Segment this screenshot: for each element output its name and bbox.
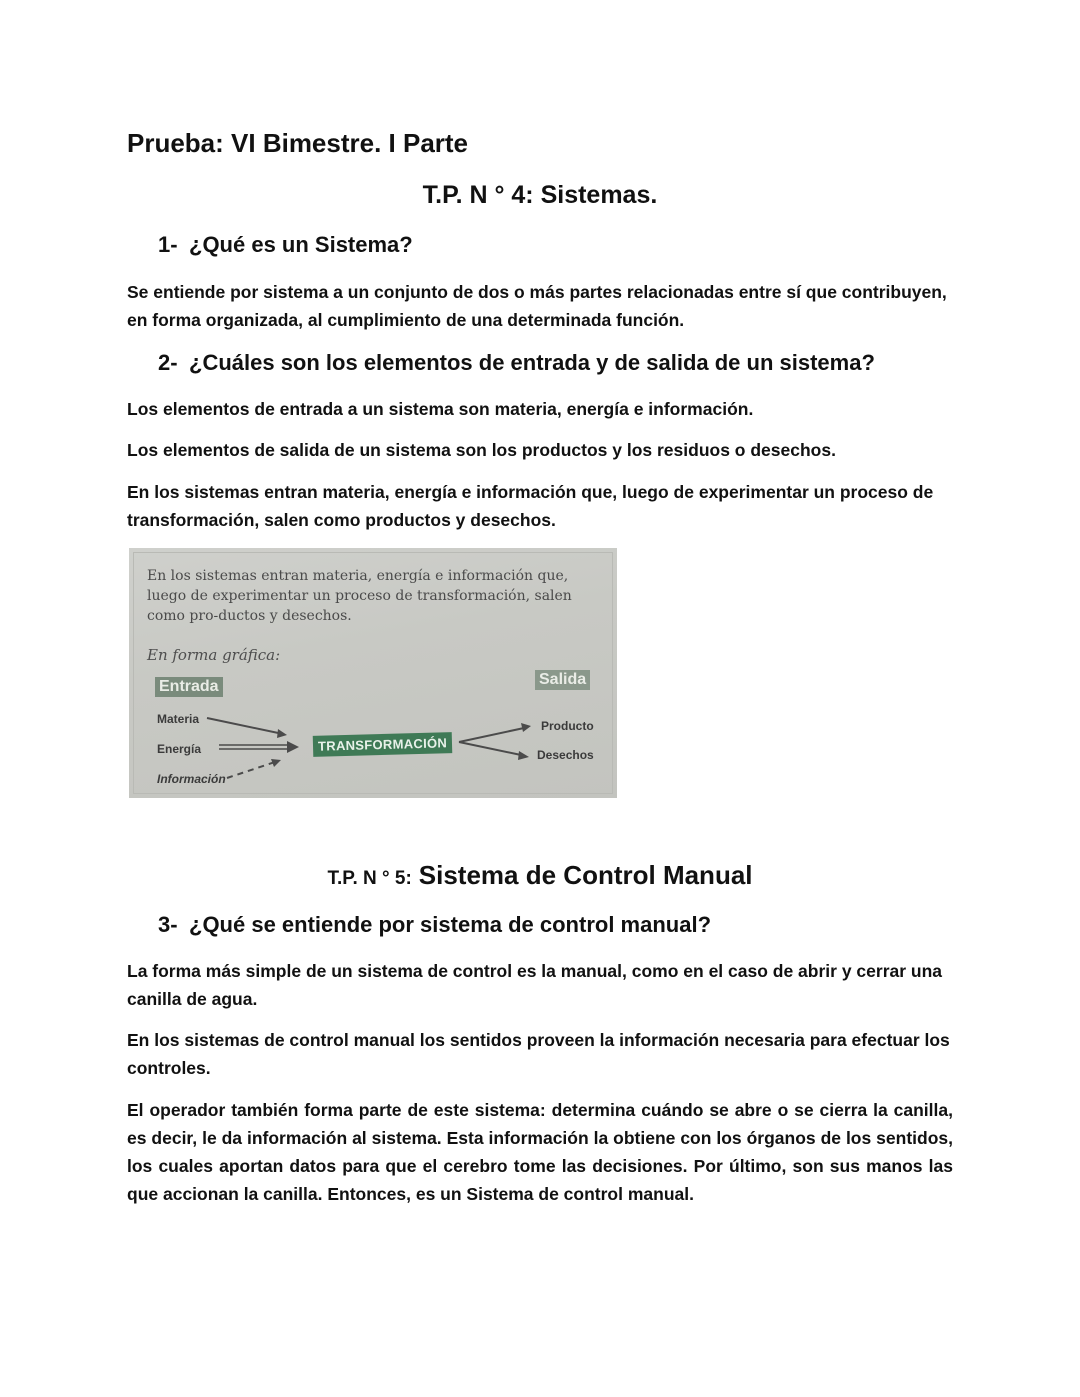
answer-1: Se entiende por sistema a un conjunto de dos o más partes relacionadas entre sí que contribuyen, en forma organizada, al cumplimiento de una determinada función. — [127, 282, 947, 330]
question-3 — [158, 912, 711, 938]
photo-graph-label: En forma gráfica: — [147, 646, 281, 664]
photo-caption-text: En los sistemas entran materia, energía e información que, luego de experimentar un proceso de transformación, salen como pro-ductos y desechos. — [147, 568, 572, 624]
answer-3-paragraph-1: La forma más simple de un sistema de control es la manual, como en el caso de abrir y cerrar una canilla de agua. — [127, 961, 943, 1009]
question-2 — [158, 350, 875, 376]
tp5-prefix: T.P. N ° 5: — [327, 868, 412, 889]
entrada-label: Entrada — [155, 677, 223, 697]
input-informacion: Información — [157, 772, 226, 786]
question-3-number: 3- — [158, 912, 178, 937]
answer-3-paragraph-2: En los sistemas de control manual los sentidos proveen la información necesaria para efectuar los controles. — [127, 1030, 950, 1078]
input-materia: Materia — [157, 712, 200, 726]
document-title: Prueba: VI Bimestre. I Parte — [127, 128, 469, 158]
materia-arrowhead — [277, 729, 287, 738]
transformacion-box: TRANSFORMACIÓN — [313, 732, 453, 757]
question-1 — [158, 232, 413, 258]
question-1-number: 1- — [158, 232, 178, 257]
answer-2-paragraph-2: Los elementos de salida de un sistema son los productos y los residuos o desechos. — [127, 440, 836, 460]
informacion-arrowhead — [271, 759, 281, 767]
answer-3-paragraph-3: El operador también forma parte de este sistema: determina cuándo se abre o se cierra la canilla, es decir, le da información al sistema. Esta información la obtiene con los órganos de los sentidos, los cuales aportan datos para que el cerebro tome las decisiones. Por último, son sus manos las que accionan la canilla. Entonces, es un Sistema de control manual. — [127, 1100, 953, 1204]
producto-arrowhead — [521, 723, 531, 732]
informacion-arrow — [227, 762, 275, 778]
question-2-text: ¿Cuáles son los elementos de entrada y de salida de un sistema? — [189, 350, 875, 375]
answer-2-paragraph-3: En los sistemas entran materia, energía e información que, luego de experimentar un proceso de transformación, salen como productos y desechos. — [127, 482, 934, 530]
input-energia: Energía — [157, 742, 202, 756]
energia-arrowhead — [287, 741, 299, 753]
output-producto: Producto — [541, 719, 594, 733]
answer-2-paragraph-1: Los elementos de entrada a un sistema son materia, energía e información. — [127, 399, 754, 419]
producto-arrow — [459, 728, 524, 742]
tp5-title: Sistema de Control Manual — [418, 860, 753, 890]
question-3-text: ¿Qué se entiende por sistema de control manual? — [189, 912, 712, 937]
salida-label: Salida — [535, 670, 590, 690]
question-1-text: ¿Qué es un Sistema? — [189, 232, 413, 257]
flow-arrows — [129, 548, 617, 798]
desechos-arrow — [459, 742, 521, 755]
book-excerpt-photo — [129, 548, 617, 798]
output-desechos: Desechos — [537, 748, 594, 762]
question-2-number: 2- — [158, 350, 178, 375]
desechos-arrowhead — [518, 751, 529, 760]
materia-arrow — [207, 718, 283, 734]
tp4-heading: T.P. N ° 4: Sistemas. — [422, 181, 658, 209]
tp5-heading — [0, 860, 1080, 891]
